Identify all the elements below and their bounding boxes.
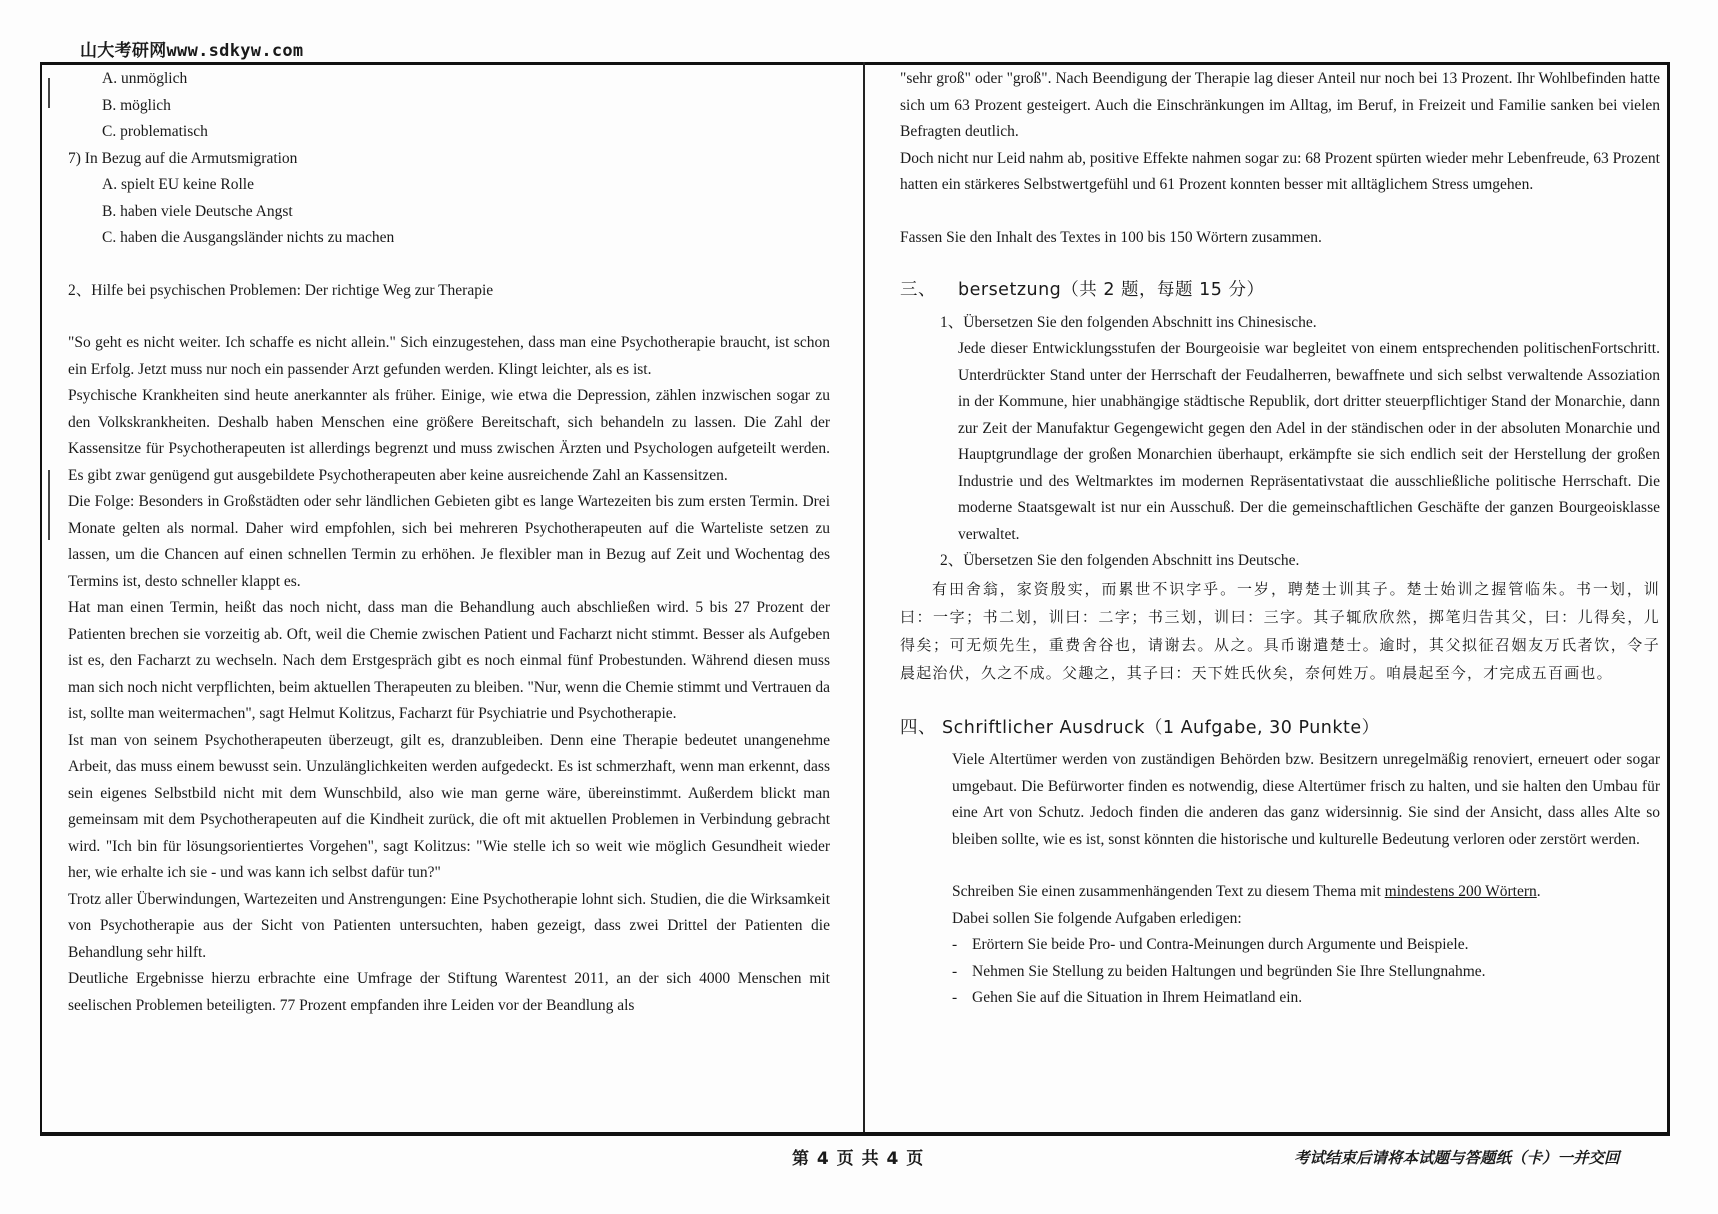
task-text: Nehmen Sie Stellung zu beiden Haltungen und begründen Sie Ihre Stellungnahme. xyxy=(972,962,1486,980)
translation-task-2: 2、Übersetzen Sie den folgenden Abschnitt ins Deutsche. xyxy=(940,552,1300,569)
summary-task: Fassen Sie den Inhalt des Textes in 100 bis 150 Wörtern zusammen. xyxy=(900,228,1322,246)
task-item xyxy=(952,959,1660,986)
translation-task-1: 1、Übersetzen Sie den folgenden Abschnitt ins Chinesische. xyxy=(940,313,1317,331)
text-2-body xyxy=(68,330,830,1019)
page-number: 第 4 页 共 4 页 xyxy=(792,1149,925,1169)
q6-options xyxy=(68,66,830,146)
dash-marker: - xyxy=(952,989,958,1006)
section-number: 三、 xyxy=(900,280,936,300)
text-2-title: 2、Hilfe bei psychischen Problemen: Der richtige Weg zur Therapie xyxy=(68,281,494,299)
task-item xyxy=(952,985,1660,1012)
writing-tasks xyxy=(900,932,1660,1012)
instruction-end: . xyxy=(1536,883,1541,900)
footer-note: 考试结束后请将本试题与答题纸（卡）一并交回 xyxy=(1294,1148,1620,1167)
paragraph: Deutliche Ergebnisse hierzu erbrachte eine Umfrage der Stiftung Warentest 2011, an der sich 4000 Menschen mit seelischen Problemen beteiligten. 77 Prozent empfanden ihre Leiden vor der Beandlung als xyxy=(68,970,830,1014)
dash-marker: - xyxy=(952,962,958,980)
paragraph: Doch nicht nur Leid nahm ab, positive Effekte nahmen sogar zu: 68 Prozent spürten wieder mehr Lebenfreude, 63 Prozent hatten ein stärkeres Selbstwertgefühl und 61 Prozent konnten besser mit alltäglichem Stress umgehen. xyxy=(900,149,1660,193)
section-title: bersetzung（共 2 题，每题 15 分） xyxy=(958,280,1265,300)
paragraph: Ist man von seinem Psychotherapeuten überzeugt, gilt es, dranzubleiben. Denn eine Therapie bedeutet unangenehme Arbeit, das muss einem bewusst sein. Unzulänglichkeiten werden aufgedeckt. Es ist schmerzhaft, wenn man erkennt, dass sein eigenes Selbstbild nicht mit dem Wunschbild, also wie man gerne wäre, übereinstimmt. Außerdem blickt man gemeinsam mit dem Psychotherapeuten auf die Kindheit zurück, die oft mit aktuellen Problemen in Verbindung gebracht wird. "Ich bin für lösungsorientiertes Vorgehen", sagt Kolitzus: "Wie stelle ich so weit wie möglich Gesundheit wieder her, wie erhalte ich sie - und was kann ich selbst dafür tun?" xyxy=(68,731,830,881)
site-header: 山大考研网www.sdkyw.com xyxy=(80,41,304,61)
task-item xyxy=(952,932,1660,959)
dash-marker: - xyxy=(952,936,958,953)
paragraph: "sehr groß" oder "groß". Nach Beendigung der Therapie lag dieser Anteil nur noch bei 13 Prozent. Ihr Wohlbefinden hatte sich um 63 Prozent gesteigert. Auch die Einschränkungen im Alltag, im Beruf, in Freizeit und Familie sanken bei vielen Befragten deutlich. xyxy=(900,70,1660,140)
section-4-heading xyxy=(900,715,1660,742)
option: C. problematisch xyxy=(102,123,208,140)
right-column xyxy=(900,66,1660,1012)
paragraph: "So geht es nicht weiter. Ich schaffe es nicht allein." Sich einzugestehen, dass man eine Psychotherapie braucht, ist schon ein Erfolg. Jetzt muss nur noch ein passender Arzt gefunden werden. Klingt leichter, als es ist. xyxy=(68,334,830,378)
word-count-requirement: mindestens 200 Wörtern xyxy=(1384,883,1537,900)
paragraph: Die Folge: Besonders in Großstädten oder sehr ländlichen Gebieten gibt es lange Wartezeiten bis zum ersten Termin. Drei Monate gelten als normal. Daher wird empfohlen, sich bei mehreren Psychotherapeuten auf die Warteliste setzen zu lassen, um die Chancen auf einen schnellen Termin zu erhöhen. Je flexibler man in Bezug auf Zeit und Wochentag des Termins ist, desto schneller klappt es. xyxy=(68,493,830,590)
q7-options xyxy=(68,172,830,252)
option: A. spielt EU keine Rolle xyxy=(102,176,254,193)
option: B. haben viele Deutsche Angst xyxy=(102,202,293,220)
tasks-intro: Dabei sollen Sie folgende Aufgaben erledigen: xyxy=(952,909,1242,927)
margin-mark xyxy=(48,78,50,108)
column-divider xyxy=(863,62,865,1132)
writing-instruction xyxy=(900,879,1660,906)
option: C. haben die Ausgangsländer nichts zu machen xyxy=(102,229,395,246)
writing-prompt: Viele Altertümer werden von zuständigen Behörden bzw. Besitzern unregelmäßig renoviert, erneuert oder sogar umgebaut. Die Befürworter finden es notwendig, diese Altertümer frisch zu halten, und sie halten den Umbau für eine Art von Schutz. Jedoch finden die anderen das ganz widersinnig. Sie sind der Ansicht, dass alles Alte so bleiben sollte, wie es ist, sonst könnten die historische und kulturelle Bedeutung verloren oder zerstört werden. xyxy=(952,751,1660,848)
instruction-text: Schreiben Sie einen zusammenhängenden Text zu diesem Thema mit xyxy=(952,883,1385,900)
paragraph: Psychische Krankheiten sind heute anerkannter als früher. Einige, wie etwa die Depression, zählen inzwischen sogar zu den Volkskrankheiten. Deshalb haben Menschen eine größere Bereitschaft, sich behandeln zu lassen. Die Zahl der Kassensitze für Psychotherapeuten ist allerdings begrenzt und muss zwischen Ärzten und Psychologen aufgeteilt werden. Es gibt zwar genügend gut ausgebildete Psychotherapeuten aber keine ausreichende Zahl an Kassensitzen. xyxy=(68,387,830,484)
section-3-heading xyxy=(900,277,1660,304)
left-column xyxy=(68,66,830,1019)
translation-text-zh: 有田舍翁，家资殷实，而累世不识字乎。一岁，聘楚士训其子。楚士始训之握管临朱。书一划，训曰：一字；书二划，训曰：二字；书三划，训曰：三字。其子辄欣欣然，掷笔归告其父，曰：儿得矣，儿得矣；可无烦先生，重费舍谷也，请谢去。从之。具币谢遣楚士。逾时，其父拟征召姻友万氏者饮，令子晨起治伏，久之不成。父趣之，其子曰：天下姓氏伙矣，奈何姓万。咱晨起至今，才完成五百画也。 xyxy=(900,579,1660,682)
translation-text-de: Jede dieser Entwicklungsstufen der Bourgeoisie war begleitet von einem entsprechenden politischenFortschritt. Unterdrückter Stand unter der Herrschaft der Feudalherren, bewaffnete und sich selbst verwaltende Assoziation in der Kommune, hier unabhängige städtische Republik, dort dritter steuerpflichtiger Stand der Monarchie, dann zur Zeit der Manufaktur Gegengewicht gegen den Adel in der ständischen oder in der absoluten Monarchie und Hauptgrundlage der großen Monarchien überhaupt, erkämpfte sie sich endlich seit der Herstellung der großen Industrie und des Weltmarktes im modernen Repräsentativstaat die ausschließliche politische Herrschaft. Die moderne Staatsgewalt ist nur ein Ausschuß. Der die gemeinschaftlichen Geschäfte der ganzen Bourgeoisklasse verwaltet. xyxy=(958,340,1660,543)
section-number: 四、 xyxy=(900,717,936,738)
margin-mark xyxy=(48,470,50,540)
task-text: Gehen Sie auf die Situation in Ihrem Heimatland ein. xyxy=(972,989,1303,1006)
task-text: Erörtern Sie beide Pro- und Contra-Meinungen durch Argumente und Beispiele. xyxy=(972,936,1469,953)
question-7: 7) In Bezug auf die Armutsmigration xyxy=(68,149,298,167)
option: B. möglich xyxy=(102,96,171,114)
option: A. unmöglich xyxy=(102,70,188,87)
paragraph: Hat man einen Termin, heißt das noch nicht, dass man die Behandlung auch abschließen wird. 5 bis 27 Prozent der Patienten brechen sie vorzeitig ab. Oft, weil die Chemie zwischen Patient und Facharzt nicht stimmt. Besser als Aufgeben ist es, den Facharzt zu wechseln. Nach dem Erstgespräch gibt es noch einmal fünf Probestunden. Während diesen muss man sich noch nicht verpflichten, beim aktuellen Therapeuten zu bleiben. "Nur, wenn die Chemie stimmt und Vertrauen da ist, sollte man weitermachen", sagt Helmut Kolitzus, Facharzt für Psychiatrie und Psychotherapie. xyxy=(68,599,830,722)
section-title: Schriftlicher Ausdruck（1 Aufgabe, 30 Punkte） xyxy=(942,717,1380,738)
paragraph: Trotz aller Überwindungen, Wartezeiten und Anstrengungen: Eine Psychotherapie lohnt sich. Studien, die die Wirksamkeit von Psychotherapie aus der Sicht von Patienten untersuchten, haben gezeigt, dass zwei Drittel der Patienten die Behandlung sehr hilft. xyxy=(68,890,830,961)
